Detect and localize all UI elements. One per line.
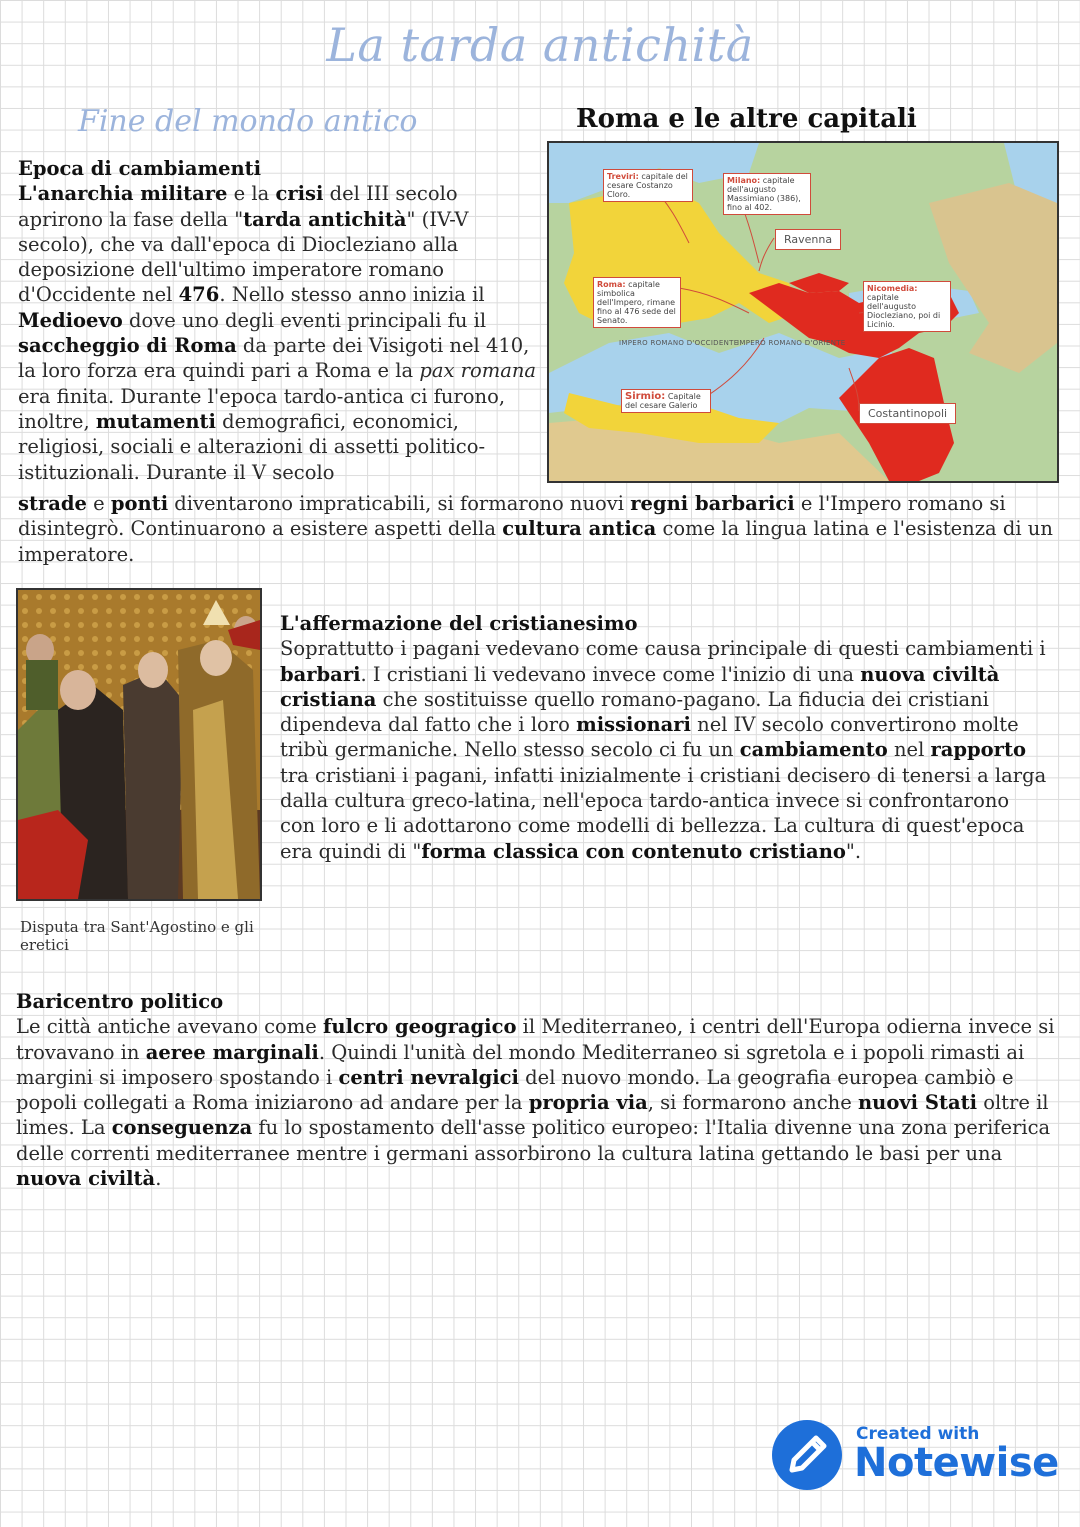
map-label-sirmio <box>621 389 711 413</box>
baricentro-paragraph <box>16 989 1064 1191</box>
cristianesimo-section <box>280 611 1050 864</box>
painting-image <box>16 588 262 901</box>
bold-term: fulcro geogragico <box>323 1015 517 1039</box>
roma-text: capitale simbolica dell'Impero, rimane fino al 476 sede del Senato. <box>597 280 676 325</box>
text-run: del III secolo aprirono la fase della " <box>18 182 458 231</box>
section-title-fine-mondo-antico: Fine del mondo antico <box>78 104 418 139</box>
cristianesimo-heading: L'affermazione del cristianesimo <box>280 612 638 635</box>
epoca-continuation-text <box>18 491 1066 567</box>
text-run: il Mediterraneo, i centri dell'Europa odierna invece si trovavano in <box>16 1015 1055 1064</box>
map-label-treviri <box>603 169 693 202</box>
bold-term: saccheggio di Roma <box>18 334 237 358</box>
text-run: demografici, economici, religiosi, sociali e alterazioni di assetti politico-istituzionali. Durante il V secolo <box>18 409 486 484</box>
cristianesimo-paragraph <box>280 611 1050 864</box>
painting-caption: Disputa tra Sant'Agostino e gli eretici <box>20 918 254 954</box>
page-title: La tarda antichità <box>326 18 754 72</box>
bold-term: 476 <box>178 283 220 307</box>
bold-term: Medioevo <box>18 308 123 332</box>
bold-term: crisi <box>275 182 324 206</box>
baricentro-heading: Baricentro politico <box>16 990 224 1013</box>
epoca-text <box>18 182 536 483</box>
bold-term: missionari <box>576 713 691 737</box>
text-run: e <box>86 492 111 515</box>
text-run: come la lingua latina e l'esistenza di un imperatore. <box>18 517 1053 566</box>
text-run: . Nello stesso anno inizia il <box>219 283 485 307</box>
map-region-west: IMPERO ROMANO D'OCCIDENTE <box>619 339 739 347</box>
map-image <box>547 141 1059 483</box>
text-run: Soprattutto i pagani vedevano come causa principale di questi cambiamenti i <box>280 637 1046 661</box>
baricentro-section <box>16 989 1064 1191</box>
bold-term: cambiamento <box>739 738 888 762</box>
nicomedia-name: Nicomedia: <box>867 284 918 293</box>
text-run: Le città antiche avevano come <box>16 1015 324 1039</box>
pencil-icon-graphic <box>772 1420 842 1490</box>
logo-created-with: Created with <box>856 1424 980 1444</box>
bold-term: nuova civiltà cristiana <box>280 662 1000 711</box>
text-run: e la <box>227 182 276 206</box>
bold-term: tarda antichità <box>243 207 407 231</box>
logo-notewise: Notewise <box>854 1440 1059 1486</box>
epoca-continuation <box>18 491 1066 567</box>
pencil-icon <box>772 1420 842 1490</box>
map-label-ravenna: Ravenna <box>775 229 841 250</box>
bold-term: forma classica con contenuto cristiano <box>421 839 846 863</box>
text-run: . Quindi l'unità del mondo Mediterraneo si sgretola e i popoli rimasti ai margini si imposero spostando i <box>16 1040 1025 1089</box>
bold-term: centri nevralgici <box>338 1065 519 1089</box>
text-run: del nuovo mondo. La geografia europea cambiò e popoli collegati a Roma iniziarono ad andare per la <box>16 1065 1014 1115</box>
text-run: . I cristiani li vedevano invece come l'inizio di una <box>360 662 861 686</box>
map-title: Roma e le altre capitali <box>576 104 917 134</box>
text-run: ". <box>845 839 862 863</box>
map-label-roma <box>593 277 681 328</box>
text-run: fu lo spostamento dell'asse politico europeo: l'Italia divenne una zona periferica delle correnti mediterranee mentre i germani assorbirono la cultura latina gettando le basi per una <box>16 1116 1051 1165</box>
sirmio-text: Capitale del cesare Galerio <box>625 392 701 410</box>
map-label-costantinopoli: Costantinopoli <box>859 403 956 424</box>
map-region-east: IMPERO ROMANO D'ORIENTE <box>737 339 846 347</box>
milano-text: capitale dell'augusto Massimiano (386), fino al 402. <box>727 176 801 212</box>
bold-term: ponti <box>110 492 169 515</box>
cristianesimo-text <box>280 637 1046 862</box>
text-run: oltre il limes. La <box>16 1091 1049 1140</box>
text-run: era finita. Durante l'epoca tardo-antica ci furono, inoltre, <box>18 384 506 433</box>
bold-term: conseguenza <box>111 1116 253 1140</box>
bold-term: cultura antica <box>502 517 657 541</box>
bold-term: L'anarchia militare <box>18 182 228 206</box>
italic-term: pax romana <box>419 359 537 383</box>
treviri-text: capitale del cesare Costanzo Cloro. <box>607 172 688 199</box>
text-run: diventarono impraticabili, si formarono nuovi <box>168 492 631 515</box>
text-run: . <box>155 1167 162 1191</box>
map-label-milano <box>723 173 811 215</box>
sirmio-name: Sirmio: <box>625 391 666 402</box>
map-label-nicomedia <box>863 281 951 332</box>
text-run: tra cristiani i pagani, infatti inizialmente i cristiani decisero di tenersi a larga dalla cultura greco-latina, nell'epoca tardo-antica invece si confrontarono con loro e li adottarono come modelli di bellezza. La cultura di quest'epoca era quindi di " <box>280 763 1047 863</box>
baricentro-text <box>16 1015 1054 1190</box>
painting-graphic <box>18 590 260 899</box>
roma-name: Roma: <box>597 280 626 289</box>
text-run: " (IV-V secolo), che va dall'epoca di Diocleziano alla deposizione dell'ultimo imperatore romano d'Occidente nel <box>18 207 469 307</box>
bold-term: nuovi Stati <box>857 1091 977 1115</box>
epoca-section <box>18 156 538 485</box>
bold-term: regni barbarici <box>630 492 795 515</box>
bold-term: rapporto <box>930 738 1026 762</box>
milano-name: Milano: <box>727 176 761 185</box>
text-run: nel <box>887 738 931 762</box>
text-run: , si formarono anche <box>647 1091 858 1115</box>
bold-term: strade <box>18 492 87 515</box>
nicomedia-text: capitale dell'augusto Diocleziano, poi di Licinio. <box>867 293 941 329</box>
epoca-paragraph <box>18 156 538 485</box>
text-run: e l'Impero romano si disintegrò. Continuarono a esistere aspetti della <box>18 492 1006 541</box>
text-run: dove uno degli eventi principali fu il <box>122 308 487 332</box>
text-run: nel IV secolo convertirono molte tribù germaniche. Nello stesso secolo ci fu un <box>280 713 1019 762</box>
notewise-logo <box>772 1420 1059 1492</box>
epoca-heading: Epoca di cambiamenti <box>18 157 262 180</box>
bold-term: nuova civiltà <box>16 1167 156 1191</box>
treviri-name: Treviri: <box>607 172 639 181</box>
bold-term: barbari <box>280 662 361 686</box>
text-run: da parte dei Visigoti nel 410, la loro forza era quindi pari a Roma e la <box>18 334 530 383</box>
text-run: che sostituisse quello romano-pagano. La fiducia dei cristiani dipendeva dal fatto che i loro <box>280 687 989 737</box>
bold-term: mutamenti <box>95 409 216 433</box>
bold-term: aeree marginali <box>145 1040 319 1064</box>
bold-term: propria via <box>528 1091 648 1115</box>
